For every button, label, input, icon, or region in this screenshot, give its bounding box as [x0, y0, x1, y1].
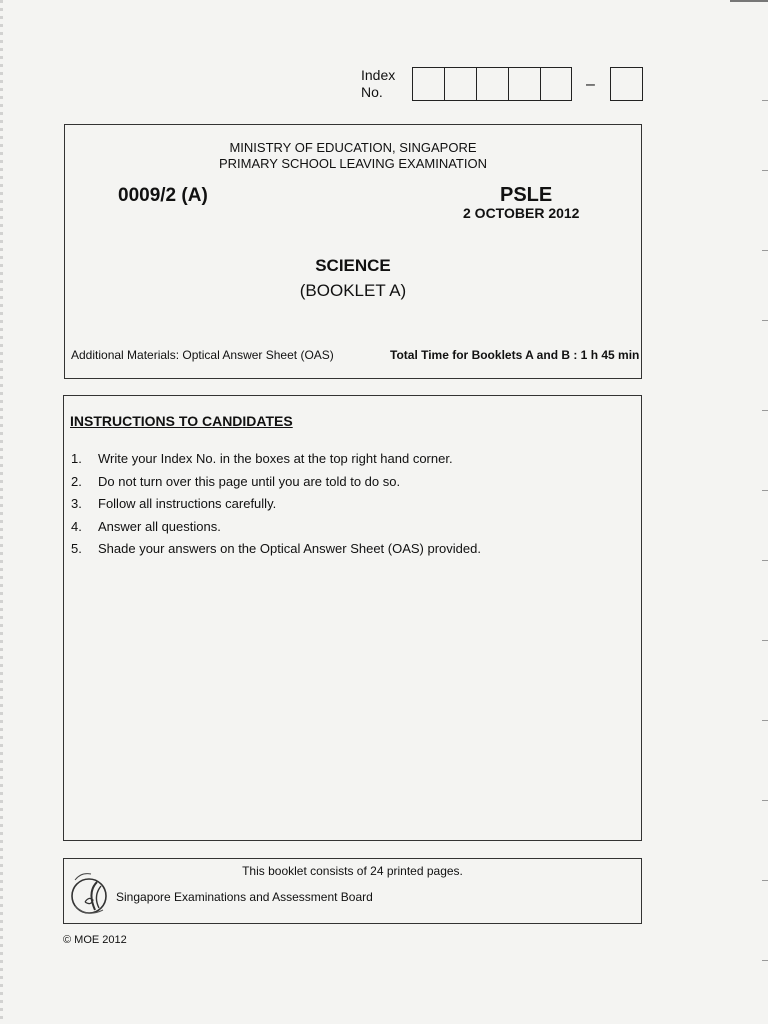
ministry-heading: [64, 140, 642, 172]
instruction-text: Answer all questions.: [98, 518, 221, 534]
index-number-boxes[interactable]: [412, 67, 572, 101]
index-check-box[interactable]: [610, 67, 643, 101]
subject-title: SCIENCE: [315, 256, 391, 275]
instruction-text: Write your Index No. in the boxes at the top right hand corner.: [98, 451, 453, 466]
exam-short-name: PSLE: [500, 184, 553, 206]
scan-edge-top: [730, 0, 768, 2]
index-digit-box[interactable]: [412, 67, 444, 101]
instruction-number: 4.: [71, 518, 82, 534]
page-count-note: This booklet consists of 24 printed pages.: [242, 864, 463, 878]
instruction-number: 3.: [71, 496, 82, 511]
instruction-number: 5.: [71, 541, 82, 556]
copyright: © MOE 2012: [63, 934, 127, 946]
instruction-text: Shade your answers on the Optical Answer Sheet (OAS) provided.: [98, 541, 481, 556]
index-label-line1: Index: [361, 67, 396, 83]
paper-code: 0009/2 (A): [118, 185, 208, 206]
instruction-item: [71, 541, 481, 564]
index-label: [361, 67, 395, 101]
additional-materials: Additional Materials: Optical Answer Sheet (OAS): [71, 348, 334, 362]
seab-logo-icon: [67, 866, 113, 918]
index-digit-box[interactable]: [476, 67, 508, 101]
total-time: Total Time for Booklets A and B : 1 h 45 min: [390, 348, 640, 362]
index-digit-box[interactable]: [540, 67, 572, 101]
ministry-name: MINISTRY OF EDUCATION, SINGAPORE: [229, 140, 477, 155]
instruction-item: [71, 519, 481, 542]
booklet-title: (BOOKLET A): [299, 281, 407, 300]
instruction-item: [71, 451, 481, 474]
instructions-list: [71, 451, 481, 564]
instruction-text: Do not turn over this page until you are told to do so.: [98, 473, 401, 489]
exam-date: 2 OCTOBER 2012: [463, 205, 580, 221]
instruction-item: [71, 496, 481, 519]
index-digit-box[interactable]: [508, 67, 540, 101]
scan-edge-right: [760, 20, 768, 1020]
index-digit-box[interactable]: [444, 67, 476, 101]
scan-edge-left: [0, 0, 3, 1024]
index-dash: –: [586, 76, 595, 93]
instructions-heading: INSTRUCTIONS TO CANDIDATES: [70, 413, 293, 429]
instruction-text: Follow all instructions carefully.: [98, 496, 277, 511]
instruction-number: 2.: [71, 473, 82, 489]
instruction-item: [71, 474, 481, 497]
instruction-number: 1.: [71, 451, 82, 466]
exam-name: PRIMARY SCHOOL LEAVING EXAMINATION: [218, 156, 487, 171]
board-name: Singapore Examinations and Assessment Board: [116, 890, 373, 904]
index-label-line2: No.: [361, 84, 383, 100]
